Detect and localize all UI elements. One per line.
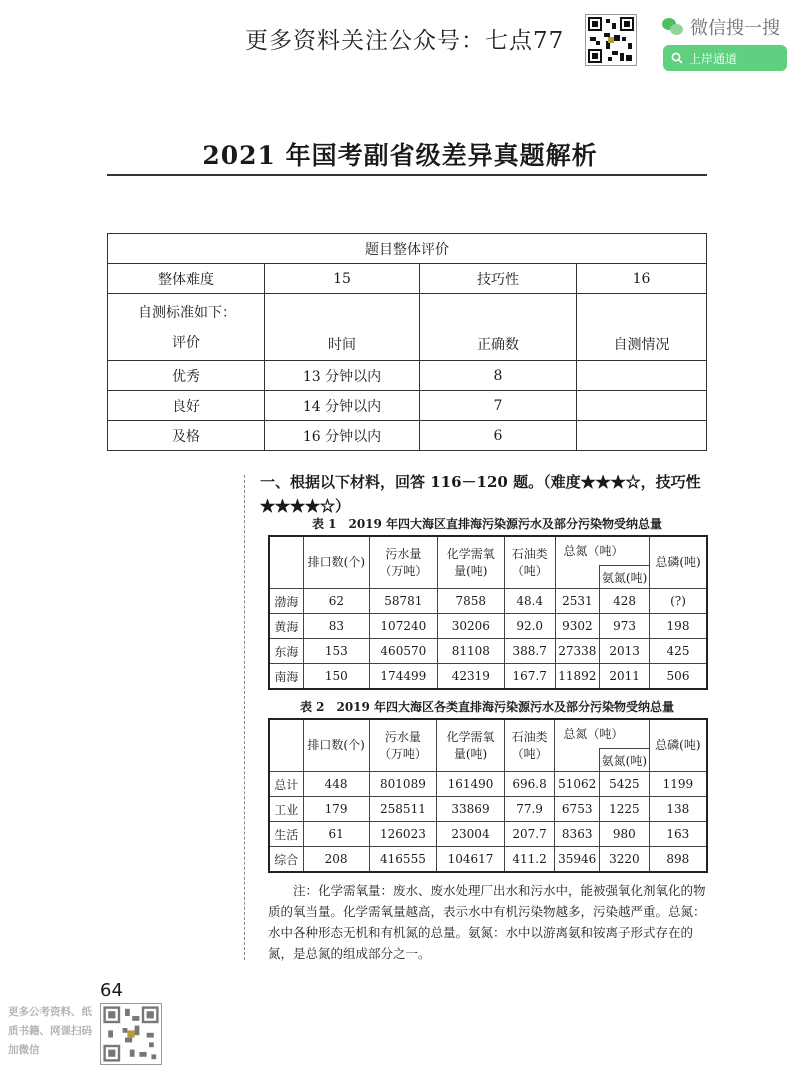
- table2-header-cod: 化学需氧量(吨): [437, 719, 505, 772]
- table-row: [269, 822, 707, 847]
- sewage-cell: 126023: [369, 822, 437, 847]
- col-self-header: 自测情况: [577, 294, 707, 361]
- sewage-cell: 107240: [370, 614, 438, 639]
- cod-cell: 42319: [437, 664, 504, 690]
- oil-cell: 167.7: [504, 664, 555, 690]
- page-number: 64: [100, 980, 123, 1001]
- ammonia-cell: 980: [600, 822, 650, 847]
- cod-cell: 7858: [437, 589, 504, 614]
- table1-header-total-p: 总磷(吨): [650, 536, 707, 589]
- evaluation-row: [108, 391, 707, 421]
- cod-cell: 104617: [437, 847, 505, 873]
- table-row: [269, 639, 707, 664]
- weixin-search-button[interactable]: [663, 45, 787, 71]
- weixin-brand-label: 微信搜一搜: [690, 18, 780, 39]
- rating-cell: 优秀: [108, 361, 265, 391]
- total-n-cell: 8363: [555, 822, 600, 847]
- region-cell: 东海: [269, 639, 303, 664]
- region-cell: 黄海: [269, 614, 303, 639]
- total-p-cell: 138: [649, 797, 707, 822]
- table2-header-total-p: 总磷(吨): [649, 719, 707, 772]
- search-icon: [671, 52, 683, 64]
- total-p-cell: 898: [649, 847, 707, 873]
- table2-subheader-spacer: [555, 749, 600, 772]
- table1-caption: 表 1 2019 年四大海区直排海污染源污水及部分污染物受纳总量: [311, 517, 663, 531]
- ammonia-cell: 2013: [600, 639, 650, 664]
- outlets-cell: 448: [303, 772, 369, 797]
- oil-cell: 388.7: [504, 639, 555, 664]
- table-row: [269, 614, 707, 639]
- cod-cell: 23004: [437, 822, 505, 847]
- ammonia-cell: 428: [600, 589, 650, 614]
- table2-corner: [269, 719, 303, 772]
- region-cell: 渤海: [269, 589, 303, 614]
- correct-cell: 8: [420, 361, 577, 391]
- table1-subheader-spacer: [555, 566, 600, 589]
- table-row: [269, 589, 707, 614]
- cod-cell: 161490: [437, 772, 505, 797]
- oil-cell: 77.9: [504, 797, 555, 822]
- table2-caption: 表 2 2019 年四大海区各类直排海污染源污水及部分污染物受纳总量: [299, 700, 675, 714]
- total-p-cell: 198: [650, 614, 707, 639]
- self-check-cell[interactable]: [577, 421, 707, 451]
- table1-header-row: [269, 536, 707, 566]
- table1-header-outlets: 排口数(个): [303, 536, 369, 589]
- total-n-cell: 11892: [555, 664, 600, 690]
- difficulty-label: 整体难度: [108, 264, 265, 294]
- sewage-cell: 174499: [370, 664, 438, 690]
- table1: [268, 535, 708, 690]
- title-divider: [107, 174, 707, 176]
- col-correct-header: 正确数: [420, 294, 577, 361]
- source-type-cell: 工业: [269, 797, 303, 822]
- standard-note: 自测标准如下：: [138, 305, 236, 321]
- ammonia-cell: 1225: [600, 797, 650, 822]
- rating-cell: 及格: [108, 421, 265, 451]
- table1-header-total-n: 总氮（吨）: [555, 536, 649, 566]
- total-n-cell: 51062: [555, 772, 600, 797]
- total-n-cell: 35946: [555, 847, 600, 873]
- skill-label: 技巧性: [420, 264, 577, 294]
- outlets-cell: 62: [303, 589, 369, 614]
- wechat-logo-icon: [662, 18, 684, 36]
- table1-header-ammonia: 氨氮(吨): [600, 566, 650, 589]
- total-p-cell: 506: [650, 664, 707, 690]
- total-p-cell: (?): [650, 589, 707, 614]
- table2-header-sewage: 污水量（万吨）: [369, 719, 437, 772]
- table-row: [269, 664, 707, 690]
- oil-cell: 411.2: [504, 847, 555, 873]
- ammonia-cell: 2011: [600, 664, 650, 690]
- region-cell: 南海: [269, 664, 303, 690]
- standard-header-row: [108, 294, 707, 361]
- ammonia-cell: 973: [600, 614, 650, 639]
- sewage-cell: 801089: [369, 772, 437, 797]
- table1-corner: [269, 536, 303, 589]
- cod-cell: 30206: [437, 614, 504, 639]
- col-rating-header: 评价: [172, 335, 200, 351]
- header-promo-text: 更多资料关注公众号：七点77: [245, 28, 565, 54]
- time-cell: 16 分钟以内: [265, 421, 420, 451]
- rating-cell: 良好: [108, 391, 265, 421]
- self-check-cell[interactable]: [577, 361, 707, 391]
- total-n-cell: 2531: [555, 589, 600, 614]
- question-heading: 一、根据以下材料，回答 116－120 题。（难度★★★☆，技巧性★★★★☆）: [260, 473, 701, 515]
- evaluation-row: [108, 421, 707, 451]
- header-qr-code: [585, 14, 637, 66]
- table2-header-outlets: 排口数(个): [303, 719, 369, 772]
- ammonia-cell: 3220: [600, 847, 650, 873]
- total-n-cell: 6753: [555, 797, 600, 822]
- table1-header-cod: 化学需氧量(吨): [437, 536, 504, 589]
- time-cell: 14 分钟以内: [265, 391, 420, 421]
- difficulty-value: 15: [265, 264, 420, 294]
- source-type-cell: 总计: [269, 772, 303, 797]
- table2-header-total-n: 总氮（吨）: [555, 719, 649, 749]
- table-note: 注：化学需氧量：废水、废水处理厂出水和污水中，能被强氧化剂氧化的物质的氧当量。化学需氧量越高，表示水中有机污染物越多，污染越严重。总氮：水中各种形态无机和有机氮的总量。氨氮：水中以游离氨和铵离子形式存在的氮，是总氮的组成部分之一。: [268, 883, 706, 961]
- outlets-cell: 179: [303, 797, 369, 822]
- table-row: [269, 847, 707, 873]
- correct-cell: 7: [420, 391, 577, 421]
- weixin-search-brand: [662, 14, 780, 40]
- table2-header-ammonia: 氨氮(吨): [600, 749, 650, 772]
- oil-cell: 207.7: [504, 822, 555, 847]
- total-n-cell: 27338: [555, 639, 600, 664]
- source-type-cell: 综合: [269, 847, 303, 873]
- footer-promo-text: 更多公考资料、纸质书籍、网课扫码加微信: [8, 1006, 92, 1056]
- correct-cell: 6: [420, 421, 577, 451]
- evaluation-table: [107, 233, 707, 451]
- oil-cell: 92.0: [504, 614, 555, 639]
- source-type-cell: 生活: [269, 822, 303, 847]
- sewage-cell: 460570: [370, 639, 438, 664]
- sewage-cell: 58781: [370, 589, 438, 614]
- sewage-cell: 416555: [369, 847, 437, 873]
- qr-code-icon: [101, 1004, 161, 1064]
- outlets-cell: 61: [303, 822, 369, 847]
- footer-qr-code: [100, 1003, 162, 1065]
- table2-header-row: [269, 719, 707, 749]
- table1-header-sewage: 污水量（万吨）: [370, 536, 438, 589]
- oil-cell: 48.4: [504, 589, 555, 614]
- self-check-cell[interactable]: [577, 391, 707, 421]
- qr-code-icon: [586, 15, 636, 65]
- table-row: [269, 797, 707, 822]
- evaluation-caption: 题目整体评价: [108, 234, 707, 264]
- table2-header-oil: 石油类（吨）: [504, 719, 555, 772]
- outlets-cell: 150: [303, 664, 369, 690]
- outlets-cell: 153: [303, 639, 369, 664]
- search-button-label: 上岸通道: [689, 51, 738, 66]
- evaluation-caption-row: [108, 234, 707, 264]
- skill-value: 16: [577, 264, 707, 294]
- total-n-cell: 9302: [555, 614, 600, 639]
- cod-cell: 81108: [437, 639, 504, 664]
- page-title: 2021 年国考副省级差异真题解析: [202, 141, 598, 170]
- sewage-cell: 258511: [369, 797, 437, 822]
- total-p-cell: 163: [649, 822, 707, 847]
- total-p-cell: 1199: [649, 772, 707, 797]
- evaluation-row: [108, 361, 707, 391]
- rating-header-cell: [108, 294, 265, 361]
- difficulty-row: [108, 264, 707, 294]
- table-row: [269, 772, 707, 797]
- margin-dashed-line: [244, 475, 245, 960]
- oil-cell: 696.8: [504, 772, 555, 797]
- time-cell: 13 分钟以内: [265, 361, 420, 391]
- table1-header-oil: 石油类（吨）: [504, 536, 555, 589]
- outlets-cell: 208: [303, 847, 369, 873]
- col-time-header: 时间: [265, 294, 420, 361]
- table2: [268, 718, 708, 873]
- outlets-cell: 83: [303, 614, 369, 639]
- ammonia-cell: 5425: [600, 772, 650, 797]
- total-p-cell: 425: [650, 639, 707, 664]
- cod-cell: 33869: [437, 797, 505, 822]
